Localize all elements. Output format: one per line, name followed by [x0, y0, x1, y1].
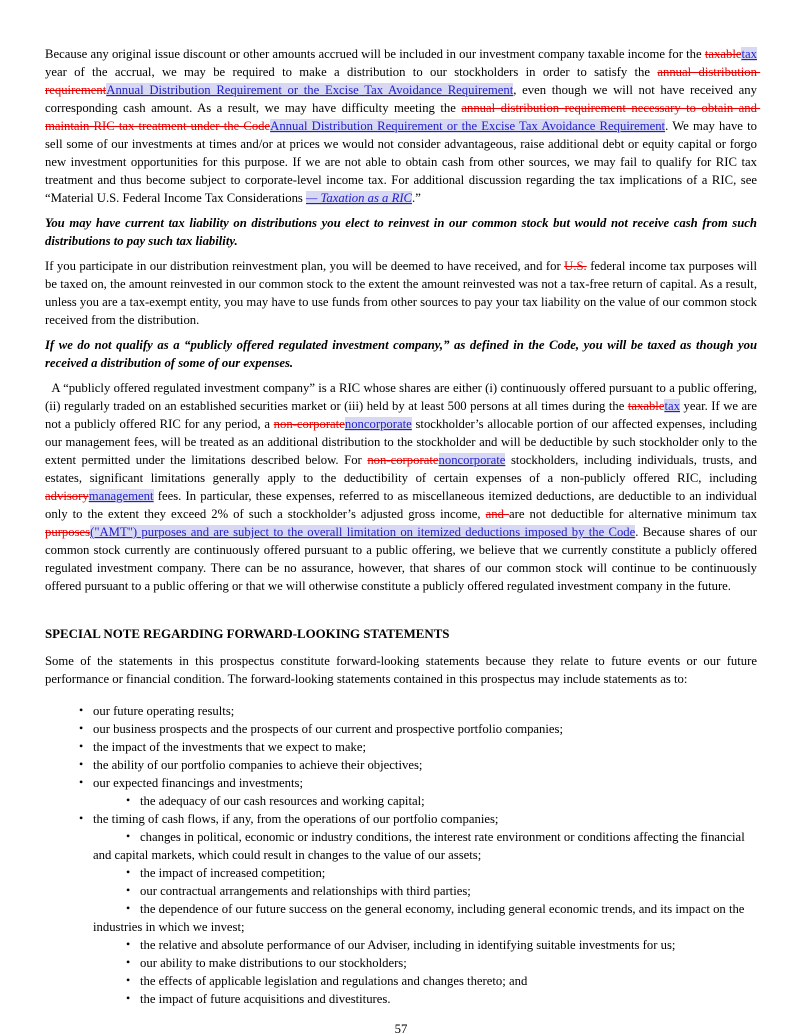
bullet-text: the effects of applicable legislation and regulations and changes thereto; and: [140, 974, 528, 988]
bullet-text: the adequacy of our cash resources and working capital;: [140, 794, 425, 808]
deleted-text: U.S.: [564, 259, 587, 273]
bullet-icon: •: [126, 865, 131, 879]
bullet-icon: •: [79, 811, 84, 825]
deleted-text: purposes: [45, 525, 91, 539]
text-run: fees. In particular, these expenses, referred to as miscellaneous itemized deductions, are deductible to an individual only to the extent they exceed 2% of such a stockholder’s adjusted gross income,: [45, 489, 761, 521]
text-run: If you participate in our distribution reinvestment plan, you will be deemed to have received, and for: [45, 259, 565, 273]
bullet-item: [77, 702, 757, 720]
text-run: year. If we are not a publicly offered RIC for any period, a: [45, 399, 761, 431]
bullet-item: [77, 756, 757, 774]
bullet-text: the impact of the investments that we expect to make;: [93, 740, 367, 754]
bullet-text: the timing of cash flows, if any, from the operations of our portfolio companies;: [93, 812, 499, 826]
page-number: 57: [394, 1022, 408, 1034]
deleted-text: advisory: [45, 489, 89, 503]
bullet-item: [77, 954, 757, 972]
bullet-text: our future operating results;: [93, 704, 235, 718]
bullet-text: the dependence of our future success on the general economy, including general economic trends, and its impact on the industries in which we invest;: [93, 902, 745, 934]
section-heading: [45, 625, 757, 643]
text-run: , even though we will not have received any corresponding cash amount. As a result, we may have difficulty meeting the: [45, 83, 761, 115]
page-footer: [45, 1020, 757, 1034]
deleted-text: non-corporate: [273, 417, 345, 431]
text-run: Some of the statements in this prospectus constitute forward-looking statements because they relate to future events or our future performance or financial condition. The forward-looking statements contained in this prospectus may include statements as to:: [45, 654, 761, 686]
bullet-text: the ability of our portfolio companies to achieve their objectives;: [93, 758, 423, 772]
bullet-icon: •: [126, 829, 131, 843]
text-run: If we do not qualify as a “publicly offered regulated investment company,” as defined in the Code, you will be taxed as though you received a distribution of some of our expenses.: [45, 338, 761, 370]
bullet-text: our business prospects and the prospects of our current and prospective portfolio companies;: [93, 722, 564, 736]
inserted-text: noncorporate: [438, 453, 506, 467]
paragraph: [45, 45, 761, 207]
bullet-text: our contractual arrangements and relationships with third parties;: [140, 884, 471, 898]
bullet-icon: •: [79, 739, 84, 753]
deleted-text: annual distribution requirement necessary to obtain and maintain RIC tax treatment under the Code: [45, 101, 761, 133]
text-run: . We may have to sell some of our investments at times and/or at prices we would not consider advantageous, raise additional debt or equity capital or forgo new investment opportunities for this purpose. If we are not able to obtain cash from other sources, we may fail to qualify for RIC tax treatment and thus become subject to corporate-level income tax. For additional discussion regarding the tax implications of a RIC, see “Material U.S. Federal Income Tax Considerations: [45, 119, 761, 205]
bullet-text: the impact of future acquisitions and divestitures.: [140, 992, 391, 1006]
text-run: federal income tax purposes will be taxed on, the amount reinvested in our common stock to the extent the amount reinvested was not a tax-free return of capital. As a result, unless you are a tax-exempt entity, you may have to use funds from other sources to pay your tax liability on the value of our common stock received from the distribution.: [45, 259, 761, 327]
bullet-icon: •: [79, 721, 84, 735]
text-run: are not deductible for alternative minimum tax: [509, 507, 761, 521]
text-run: stockholder’s allocable portion of our affected expenses, including our management fees, will be treated as an additional distribution to the stockholder and will be deductible by such stockholder only to the extent permitted under the limitations described below. For: [45, 417, 761, 467]
bullet-text: the relative and absolute performance of our Adviser, including in identifying suitable investments for us;: [140, 938, 676, 952]
text-run: Because any original issue discount or other amounts accrued will be included in our investment company taxable income for the: [45, 47, 705, 61]
bullet-item: [77, 792, 757, 810]
bullet-icon: •: [126, 793, 131, 807]
paragraph: [45, 652, 761, 688]
bullet-text: our ability to make distributions to our stockholders;: [140, 956, 407, 970]
bullet-icon: •: [79, 703, 84, 717]
inserted-text: management: [88, 489, 154, 503]
text-run: .”: [412, 191, 421, 205]
bullet-item: [77, 810, 757, 828]
bullet-item: [77, 936, 757, 954]
bullet-icon: •: [79, 757, 84, 771]
document-body: [45, 45, 761, 1008]
bullet-item: [77, 738, 757, 756]
paragraph: [45, 257, 761, 329]
bullet-icon: •: [126, 901, 131, 915]
inserted-text: tax: [741, 47, 757, 61]
text-run: . Because shares of our common stock currently are continuously offered pursuant to a public offering, we believe that we currently constitute a publicly offered regulated investment company. There can be no assurance, however, that shares of our common stock will continue to be continuously offered pursuant to a public offering or that we will otherwise constitute a publicly offered regulated investment company in the future.: [45, 525, 761, 593]
bullet-item: [77, 990, 757, 1008]
text-run: stockholders, including individuals, trusts, and estates, significant limitations generally apply to the deductibility of certain expenses of a non-publicly offered RIC, including: [45, 453, 761, 485]
paragraph: [45, 379, 761, 595]
inserted-text: ("AMT") purposes and are subject to the overall limitation on itemized deductions imposed by the Code: [90, 525, 636, 539]
bullet-icon: •: [126, 991, 131, 1005]
inserted-text: Annual Distribution Requirement or the Excise Tax Avoidance Requirement: [106, 83, 514, 97]
bullet-item: [77, 774, 757, 792]
deleted-text: annual distribution requirement: [45, 65, 761, 97]
deleted-text: taxable: [704, 47, 742, 61]
inserted-text: tax: [664, 399, 680, 413]
bullet-icon: •: [126, 883, 131, 897]
inserted-reference: — Taxation as a RIC: [306, 191, 413, 205]
text-run: You may have current tax liability on distributions you elect to reinvest in our common stock but would not receive cash from such distributions to pay such tax liability.: [45, 216, 761, 248]
deleted-text: and: [485, 507, 510, 521]
bullet-icon: •: [126, 973, 131, 987]
bullet-icon: •: [79, 775, 84, 789]
inserted-text: noncorporate: [344, 417, 412, 431]
bullet-text: the impact of increased competition;: [140, 866, 326, 880]
text-run: year of the accrual, we may be required to make a distribution to our stockholders in order to satisfy the: [45, 47, 761, 79]
inserted-text: Annual Distribution Requirement or the Excise Tax Avoidance Requirement: [270, 119, 666, 133]
risk-factor-heading: [45, 336, 761, 372]
bullet-item: [77, 828, 757, 864]
bullet-list: [77, 702, 757, 1008]
bullet-item: [77, 864, 757, 882]
risk-factor-heading: [45, 214, 761, 250]
bullet-icon: •: [126, 937, 131, 951]
bullet-text: our expected financings and investments;: [93, 776, 303, 790]
deleted-text: taxable: [627, 399, 665, 413]
deleted-text: non-corporate: [367, 453, 439, 467]
bullet-text: changes in political, economic or industry conditions, the interest rate environment or conditions affecting the financial and capital markets, which could result in changes to the value of our assets;: [93, 830, 745, 862]
bullet-item: [77, 972, 757, 990]
bullet-item: [77, 882, 757, 900]
text-run: A “publicly offered regulated investment company” is a RIC whose shares are either (i) continuously offered pursuant to a public offering, (ii) regularly traded on an established securities market or (iii) held by at least 500 persons at all times during the: [45, 381, 761, 413]
bullet-icon: •: [126, 955, 131, 969]
text-run: SPECIAL NOTE REGARDING FORWARD-LOOKING STATEMENTS: [45, 627, 450, 641]
bullet-item: [77, 720, 757, 738]
bullet-item: [77, 900, 757, 936]
